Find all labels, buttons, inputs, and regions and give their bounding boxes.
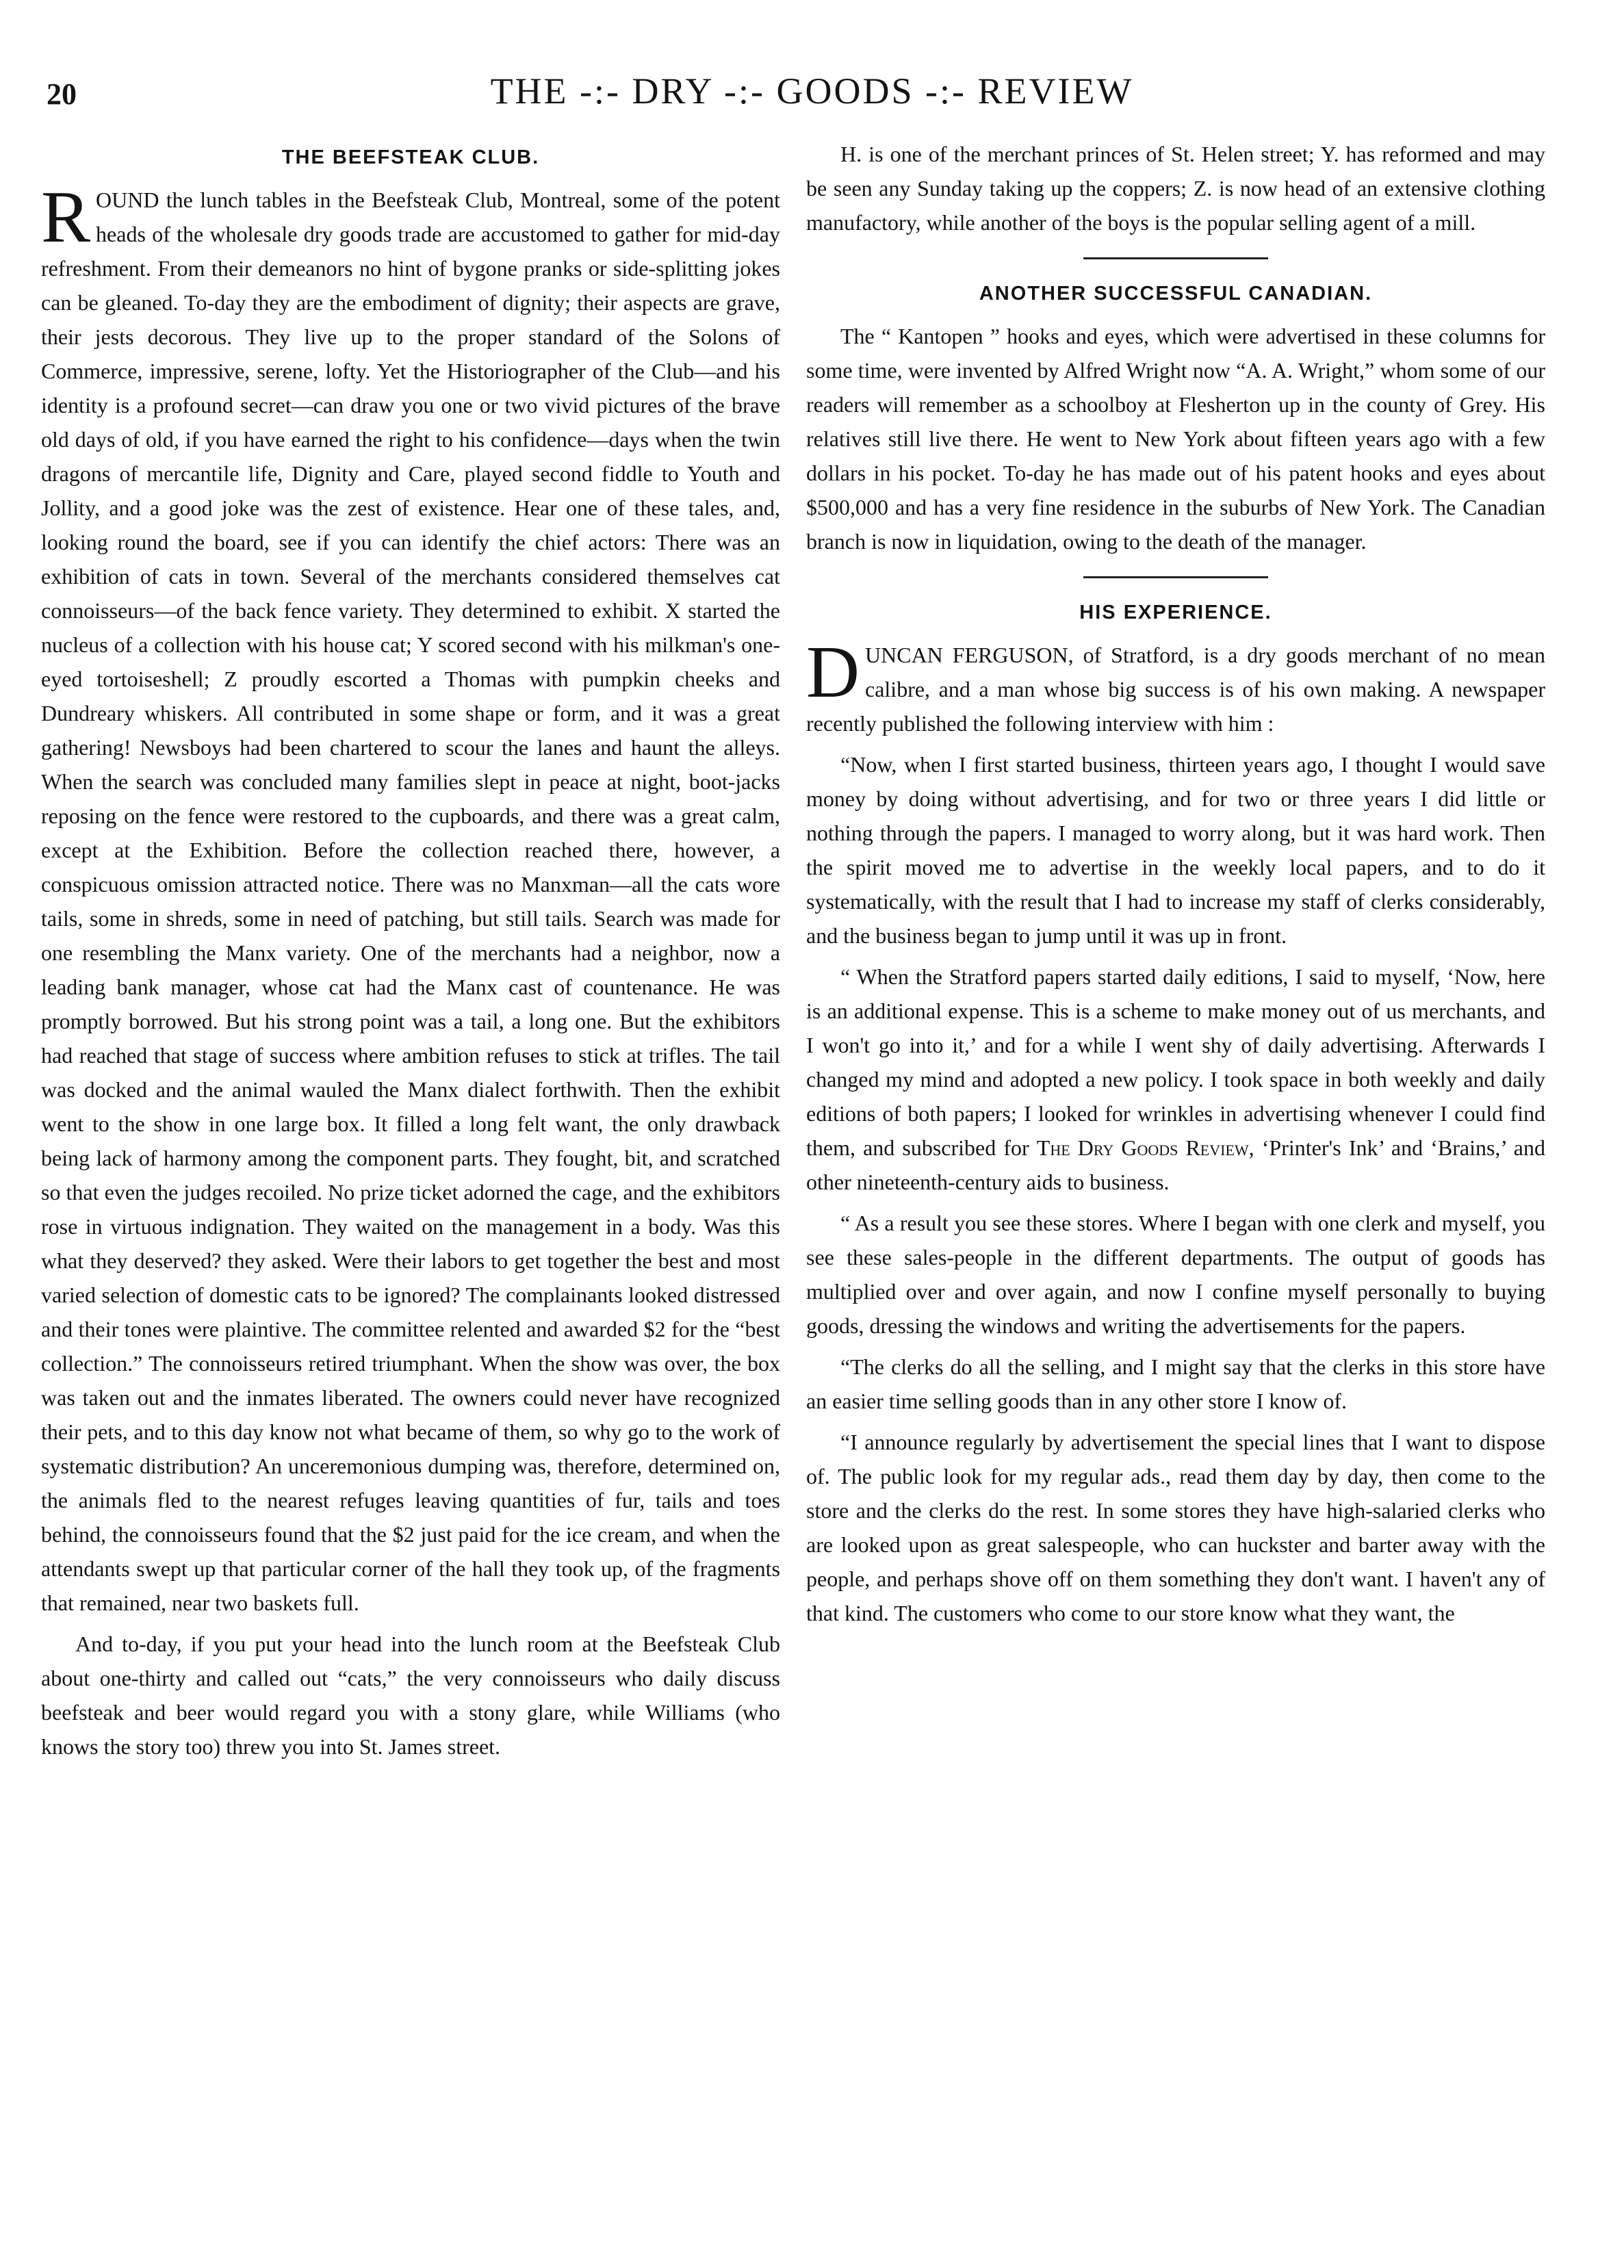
drop-cap: D: [806, 632, 860, 713]
article-paragraph: [41, 177, 780, 1620]
right-column: [806, 137, 1545, 1630]
article-paragraph: And to-day, if you put your head into the lunch room at the Beefsteak Club about one-thirty and called out “cats,” the very connoisseurs who daily discuss beefsteak and beer would regard you with a stony glare, while Williams (who knows the story too) threw you into St. James street.: [41, 1632, 780, 1759]
paragraph-text: UNCAN FERGUSON, of Stratford, is a dry goods merchant of no mean calibre, and a man whose big success is of his own making. A newspaper recently published the following interview with him :: [806, 643, 1545, 736]
article-paragraph: The “ Kantopen ” hooks and eyes, which were advertised in these columns for some time, were invented by Alfred Wright now “A. A. Wright,” whom some of our readers will remember as a schoolboy at Flesherton up in the county of Grey. His relatives still live there. He went to New York about fifteen years ago with a few dollars in his pocket. To-day he has made out of his patent hooks and eyes about $500,000 and has a very fine residence in the suburbs of New York. The Canadian branch is now in liquidation, owing to the death of the manager.: [806, 324, 1545, 554]
article-paragraph: “I announce regularly by advertisement the special lines that I want to dispose of. The public look for my regular ads., read them day by day, then come to the store and the clerks do the rest. In some stores they have high-salaried clerks who are looked upon as great salespeople, who can huckster and barter away with the people, and perhaps shove off on them something they don't want. I haven't any of that kind. The customers who come to our store know what they want, the: [806, 1430, 1545, 1625]
article-heading-another-successful-canadian: ANOTHER SUCCESSFUL CANADIAN.: [979, 283, 1373, 305]
journal-name: The Dry Goods Review: [1036, 1135, 1249, 1160]
drop-cap: R: [41, 177, 91, 258]
paragraph-text: “ When the Stratford papers started daily editions, I said to myself, ‘Now, here is an additional expense. This is a scheme to make money out of us merchants, and I won't go into it,’ and for a while I went shy of daily advertising. Afterwards I changed my mind and adopted a new policy. I took space in both weekly and daily editions of both papers; I looked for wrinkles in advertising whenever I could find them, and subscribed for: [806, 964, 1545, 1160]
left-column: [41, 137, 780, 1764]
article-paragraph: [806, 632, 1545, 740]
page-number: 20: [47, 77, 77, 111]
article-paragraph: “ As a result you see these stores. Where I began with one clerk and myself, you see these sales-people in the different departments. The output of goods has multiplied over and over again, and now I confine myself personally to buying goods, dressing the windows and writing the advertisements for the papers.: [806, 1211, 1545, 1338]
masthead-title: THE -:- DRY -:- GOODS -:- REVIEW: [490, 70, 1134, 112]
article-heading-his-experience: HIS EXPERIENCE.: [1079, 602, 1272, 623]
article-paragraph: “The clerks do all the selling, and I might say that the clerks in this store have an easier time selling goods than in any other store I know of.: [806, 1354, 1545, 1413]
section-divider: [1083, 576, 1268, 578]
article-paragraph: [806, 959, 1545, 1199]
article-heading-beefsteak-club: THE BEEFSTEAK CLUB.: [281, 146, 540, 168]
section-divider: [1083, 257, 1268, 259]
paragraph-text: OUND the lunch tables in the Beefsteak Club, Montreal, some of the potent heads of the wholesale dry goods trade are accustomed to gather for mid-day refreshment. From their demeanors no hint of bygone pranks or side-splitting jokes can be gleaned. To-day they are the embodiment of dignity; their aspects are grave, their jests decorous. They live up to the proper standard of the Solons of Commerce, impressive, serene, lofty. Yet the Historiographer of the Club—and his identity is a profound secret—can draw you one or two vivid pictures of the brave old days of old, if you have earned the right to his confidence—days when the twin dragons of mercantile life, Dignity and Care, played second fiddle to Youth and Jollity, and a good joke was the zest of existence. Hear one of these tales, and, looking round the board, see if you can identify the chief actors: There was an exhibition of cats in town. Several of the merchants considered themselves cat connoisseurs—of the back fence variety. They determined to exhibit. X started the nucleus of a collection with his house cat; Y scored second with his milkman's one-eyed tortoiseshell; Z proudly escorted a Thomas with pumpkin cheeks and Dundreary whiskers. All contributed in some shape or form, and it was a great gathering! Newsboys had been chartered to scour the lanes and haunt the alleys. When the search was concluded many families slept in peace at night, boot-jacks reposing on the fence were restored to the cupboards, and there was a great calm, except at the Exhibition. Before the collection reached there, however, a conspicuous omission attracted notice. There was no Manxman—all the cats wore tails, some in shreds, some in need of patching, but still tails. Search was made for one resembling the Manx variety. One of the merchants had a neighbor, now a leading bank manager, whose cat had the Manx cast of countenance. He was promptly borrowed. But his strong point was a tail, a long one. But the exhibitors had reached that stage of success where ambition refuses to stick at trifles. The tail was docked and the animal wauled the Manx dialect forthwith. Then the exhibit went to the show in one large box. It filled a long felt want, the only drawback being lack of harmony among the component parts. They fought, bit, and scratched so that even the judges recoiled. No prize ticket adorned the cage, and the exhibitors rose in virtuous indignation. They waited on the management in a body. Was this what they deserved? they asked. Were their labors to get together the best and most varied selection of domestic cats to be ignored? The complainants looked distressed and their tones were plaintive. The committee relented and awarded $2 for the “best collection.” The connoisseurs retired triumphant. When the show was over, the box was taken out and the inmates liberated. The owners could never have recognized their pets, and to this day know not what became of them, so why go to the work of systematic distribution? An unceremonious dumping was, therefore, determined on, the animals fled to the nearest refuges leaving quantities of fur, tails and toes behind, the connoisseurs found that the $2 just paid for the ice cream, and when the attendants swept up that particular corner of the hall they took up, of the fragments that remained, near two baskets full.: [41, 188, 780, 1615]
paragraph-text: , ‘Printer's Ink’ and ‘Brains,’ and other nineteenth-century aids to business.: [806, 1135, 1546, 1194]
article-paragraph: H. is one of the merchant princes of St. Helen street; Y. has reformed and may be seen any Sunday taking up the coppers; Z. is now head of an extensive clothing manufactory, while another of the boys is the popular selling agent of a mill.: [806, 142, 1545, 235]
article-paragraph: “Now, when I first started business, thirteen years ago, I thought I would save money by doing without advertising, and for two or three years I did little or nothing through the papers. I managed to worry along, but it was hard work. Then the spirit moved me to advertise in the weekly local papers, and to do it systematically, with the result that I had to increase my staff of clerks considerably, and the business began to jump until it was up in front.: [806, 752, 1545, 948]
